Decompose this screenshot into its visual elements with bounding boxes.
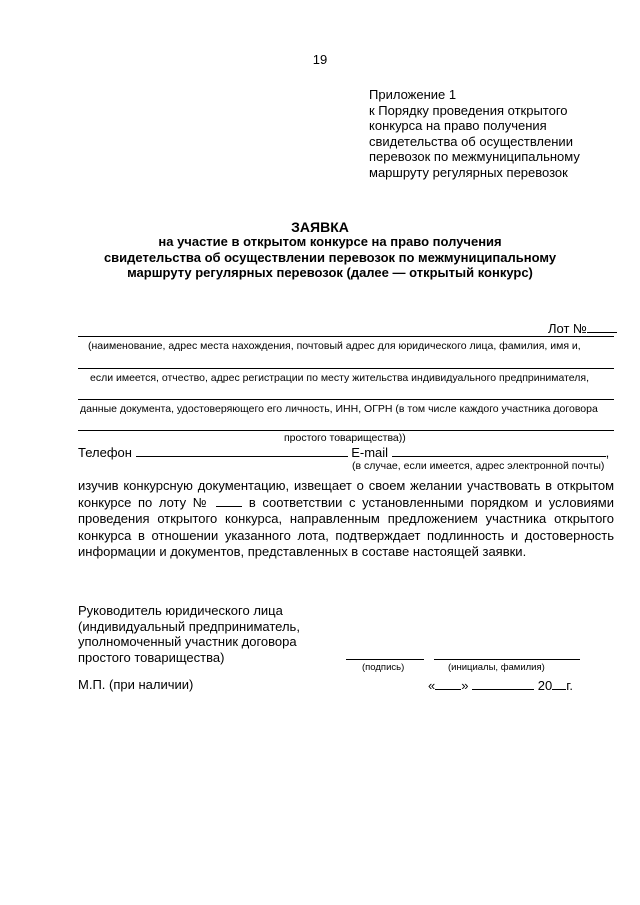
signer-line: простого товарищества) — [78, 649, 225, 665]
appendix-line: к Порядку проведения открытого — [369, 102, 568, 118]
date-close-quote: » — [461, 678, 469, 693]
email-caption: (в случае, если имеется, адрес электронной почты) — [352, 460, 605, 472]
name-caption: (инициалы, фамилия) — [448, 662, 545, 673]
email-blank — [392, 444, 606, 457]
applicant-caption-4: простого товарищества)) — [284, 432, 406, 444]
stamp-label: М.П. (при наличии) — [78, 677, 194, 692]
signer-line: уполномоченный участник договора — [78, 634, 297, 649]
subtitle-line: на участие в открытом конкурсе на право получения — [158, 234, 502, 249]
appendix-line: Приложение 1 — [369, 87, 457, 102]
lot-number-blank — [216, 495, 242, 507]
phone-label: Телефон — [78, 445, 132, 460]
body-part-1: изучив конкурсную документацию, извещает о своем желании участвовать в открытом конкурсе по лоту № — [78, 478, 614, 510]
year-prefix: 20 — [537, 678, 553, 693]
applicant-line-2 — [78, 368, 614, 369]
signer-block — [78, 603, 300, 665]
applicant-caption-2: если имеется, отчество, адрес регистрации по месту жительства индивидуального предпринимателя, — [90, 372, 590, 384]
month-blank — [472, 677, 534, 690]
signer-line: Руководитель юридического лица — [78, 603, 283, 618]
body-part-2: в соответствии с установленными порядком и условиями проведения открытого конкурса, направленным предложением участника открытого конкурса в отношении указанного лота, подтверждает подлинность и достоверность информации и документов, представленных в составе настоящей заявки. — [78, 494, 614, 559]
lot-label: Лот № — [548, 321, 587, 336]
contact-row: Телефон E-mail , — [78, 445, 610, 460]
appendix-line: перевозок по межмуниципальному — [369, 149, 580, 164]
appendix-line: конкурса на право получения — [369, 118, 547, 133]
application-body — [78, 478, 614, 561]
applicant-caption-3: данные документа, удостоверяющего его личность, ИНН, ОГРН (в том числе каждого участника договора — [80, 403, 598, 415]
phone-blank — [136, 444, 348, 457]
year-suffix: г. — [566, 678, 573, 693]
signature-line — [346, 659, 424, 660]
appendix-note — [369, 87, 619, 180]
appendix-line: свидетельства об осуществлении — [369, 133, 573, 149]
lot-number-field — [548, 320, 617, 336]
lot-blank — [587, 320, 617, 333]
applicant-caption-1: (наименование, адрес места нахождения, почтовый адрес для юридического лица, фамилия, имя и, — [88, 340, 581, 352]
applicant-line-3 — [78, 399, 614, 400]
name-line — [434, 659, 580, 660]
applicant-line-4 — [78, 430, 614, 431]
day-blank — [435, 677, 461, 690]
signature-caption: (подпись) — [362, 662, 405, 673]
subtitle-line: маршруту регулярных перевозок (далее — открытый конкурс) — [127, 265, 533, 280]
page-number: 19 — [312, 52, 328, 67]
date-open-quote: « — [428, 678, 436, 693]
document-title: ЗАЯВКА — [291, 219, 349, 235]
appendix-line: маршруту регулярных перевозок — [369, 164, 568, 180]
date-field — [428, 677, 573, 693]
subtitle-line: свидетельства об осуществлении перевозок по межмуниципальному — [103, 249, 557, 265]
email-label: E-mail — [351, 445, 389, 460]
signer-line: (индивидуальный предприниматель, — [78, 618, 300, 634]
document-subtitle — [80, 234, 580, 281]
applicant-line-1 — [78, 336, 614, 337]
year-blank — [552, 677, 566, 690]
